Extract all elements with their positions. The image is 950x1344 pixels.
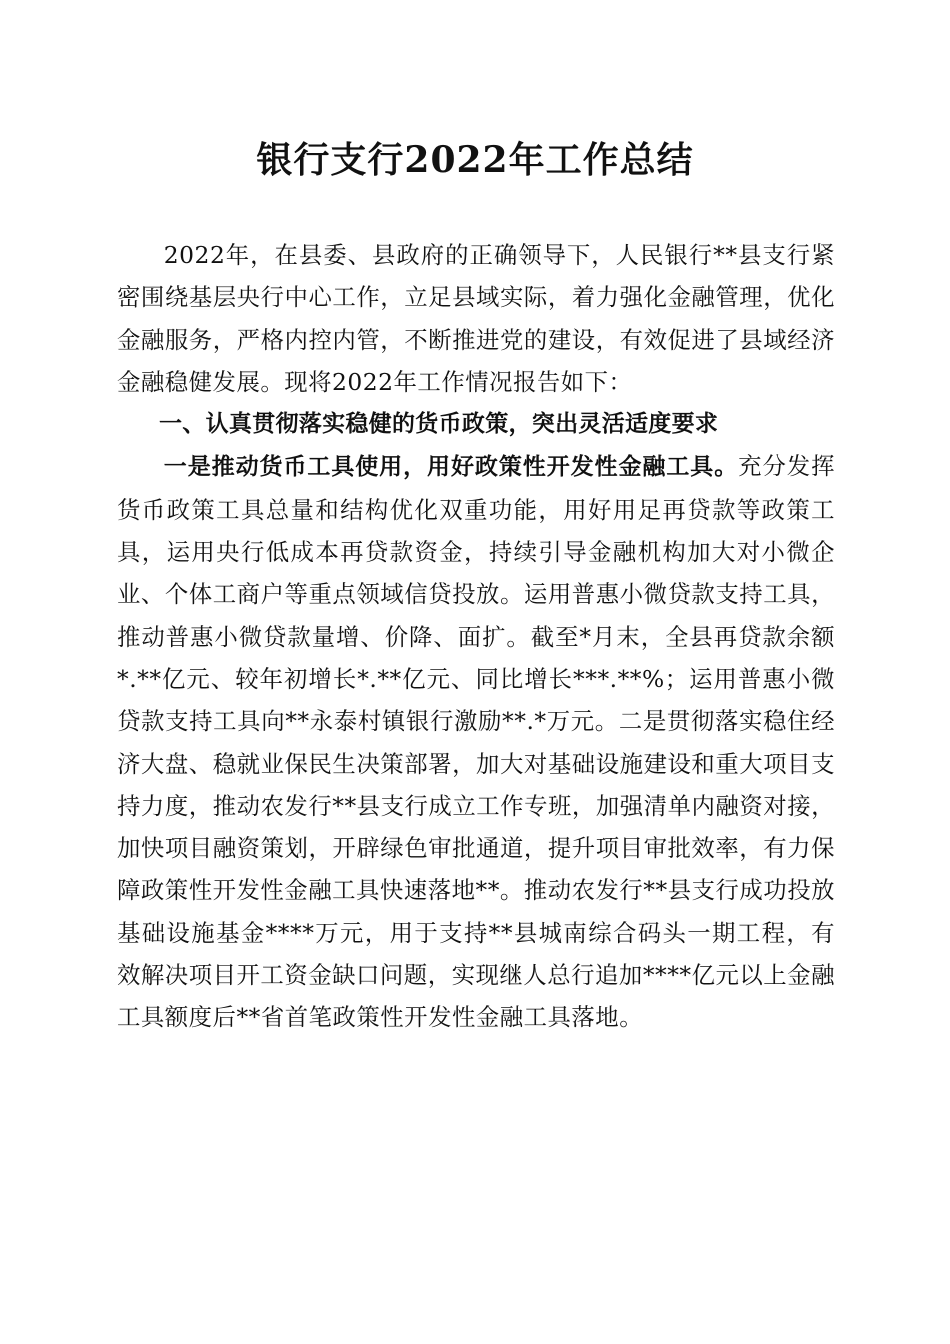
document-title: 银行支行2022年工作总结 [256, 139, 694, 181]
intro-paragraph: 2022年，在县委、县政府的正确领导下，人民银行**县支行紧密围绕基层央行中心工作，立足县域实际，着力强化金融管理，优化金融服务，严格内控内管，不断推进党的建设，有效促进了县域经济金融稳健发展。现将2022年工作情况报告如下： [117, 241, 835, 396]
section-1-body-text: 充分发挥货币政策工具总量和结构优化双重功能，用好用足再贷款等政策工具，运用央行低成本再贷款资金，持续引导金融机构加大对小微企业、个体工商户等重点领域信贷投放。运用普惠小微贷款支持工具，推动普惠小微贷款量增、价降、面扩。截至*月末，全县再贷款余额*.**亿元、较年初增长*.**亿元、同比增长***.**%；运用普惠小微贷款支持工具向**永泰村镇银行激励**.*万元。二是贯彻落实稳住经济大盘、稳就业保民生决策部署，加大对基础设施建设和重大项目支持力度，推动农发行**县支行成立工作专班，加强清单内融资对接，加快项目融资策划，开辟绿色审批通道，提升项目审批效率，有力保障政策性开发性金融工具快速落地**。推动农发行**县支行成功投放基础设施基金****万元，用于支持**县城南综合码头一期工程，有效解决项目开工资金缺口问题，实现继人总行追加****亿元以上金融工具额度后**省首笔政策性开发性金融工具落地。 [117, 452, 836, 1032]
section-1-paragraph [117, 445, 835, 1038]
section-1-lead-sentence: 一是推动货币工具使用，用好政策性开发性金融工具。 [163, 454, 739, 481]
document-body [117, 234, 835, 1039]
section-1-heading: 一、认真贯彻落实稳健的货币政策，突出灵活适度要求 [159, 411, 719, 438]
